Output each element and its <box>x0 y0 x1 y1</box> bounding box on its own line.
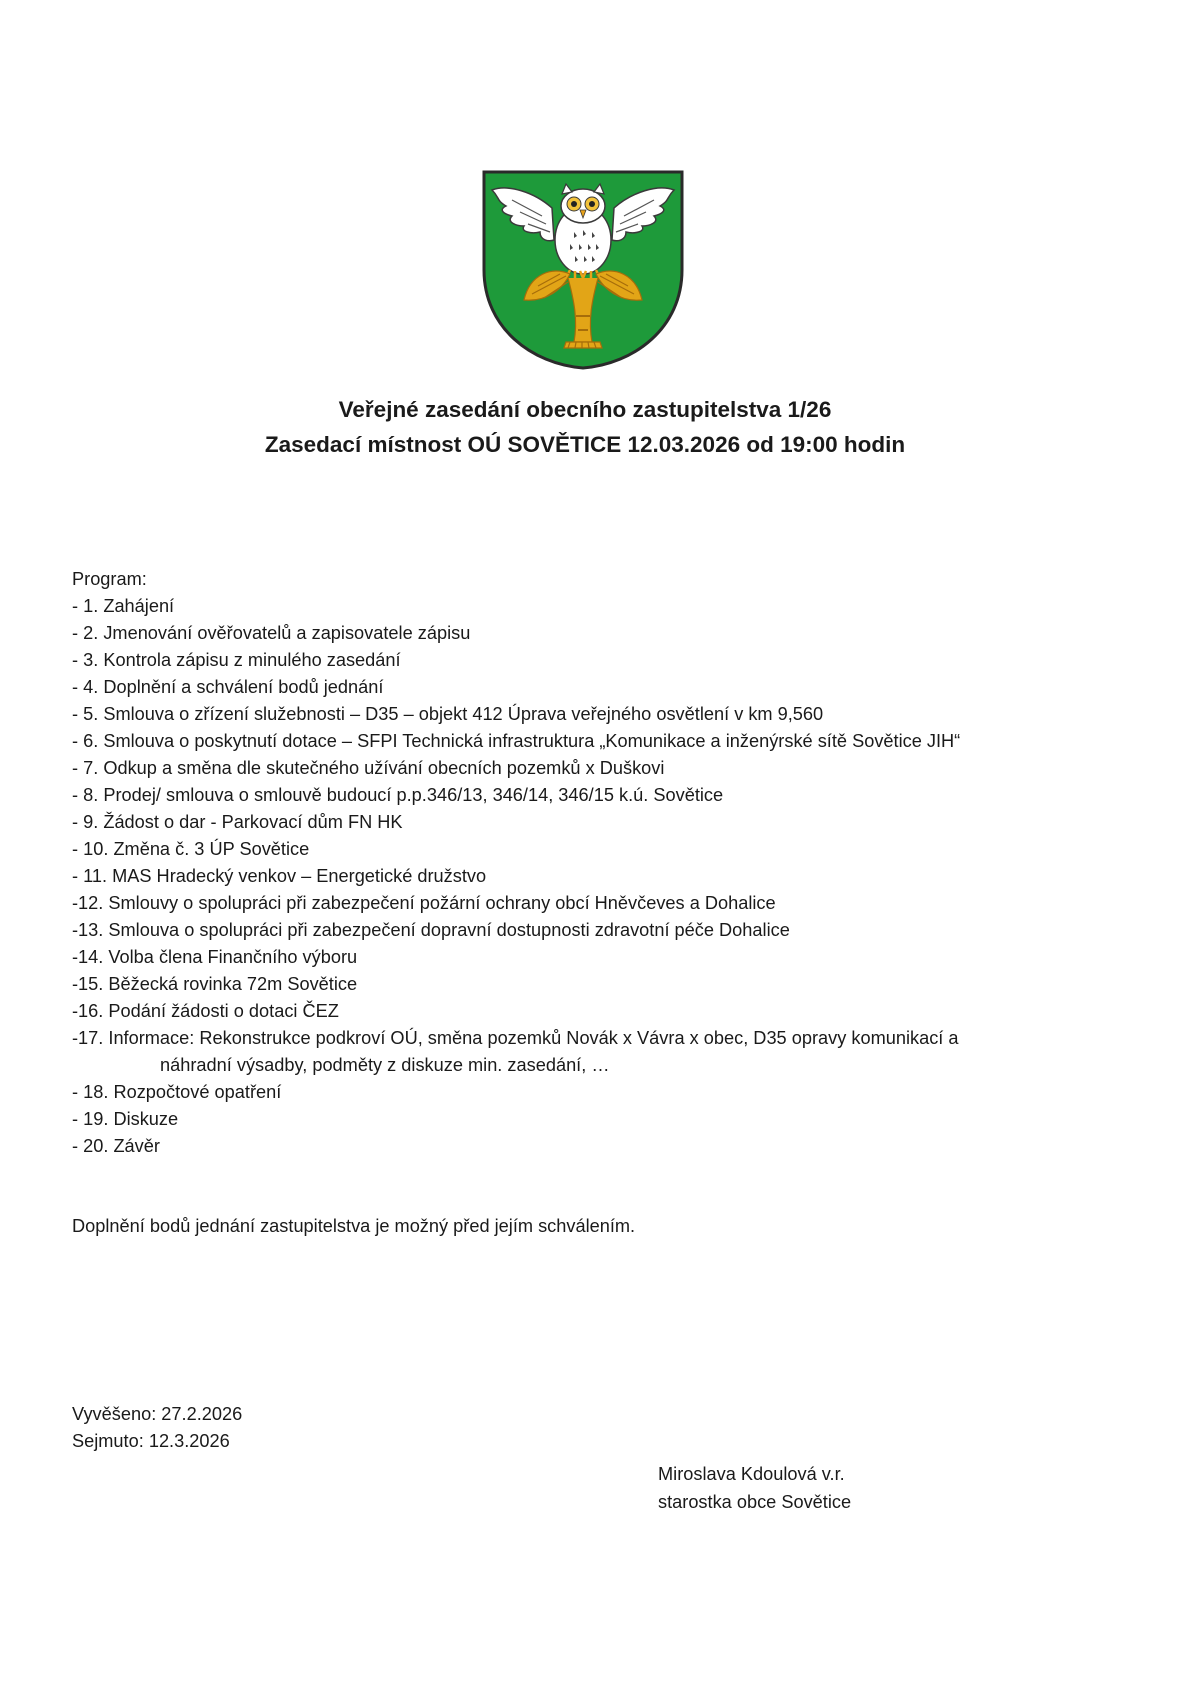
program-item: - 10. Změna č. 3 ÚP Sovětice <box>72 839 310 859</box>
program-item: - 6. Smlouva o poskytnutí dotace – SFPI Technická infrastruktura „Komunikace a inženýrské sítě Sovětice JIH“ <box>72 731 961 751</box>
meeting-place-time: Zasedací místnost OÚ SOVĚTICE 12.03.2026 od 19:00 hodin <box>264 432 906 457</box>
coat-of-arms <box>482 170 684 370</box>
program-item: - 5. Smlouva o zřízení služebnosti – D35 – objekt 412 Úprava veřejného osvětlení v km 9,560 <box>72 704 824 724</box>
signature-block <box>658 1460 851 1516</box>
program-item: -13. Smlouva o spolupráci při zabezpečení dopravní dostupnosti zdravotní péče Dohalice <box>72 920 790 940</box>
program-item: - 7. Odkup a směna dle skutečného užívání obecních pozemků x Duškovi <box>72 758 665 778</box>
program-item: -16. Podání žádosti o dotaci ČEZ <box>72 1001 339 1021</box>
program-item: - 11. MAS Hradecký venkov – Energetické družstvo <box>72 866 487 886</box>
program-item: - 20. Závěr <box>72 1136 160 1156</box>
program-item: - 4. Doplnění a schválení bodů jednání <box>72 677 384 697</box>
program-item: - 19. Diskuze <box>72 1109 179 1129</box>
owl <box>555 184 611 279</box>
program-item: - 3. Kontrola zápisu z minulého zasedání <box>72 650 401 670</box>
posted-date: Vyvěšeno: 27.2.2026 <box>72 1404 243 1424</box>
meeting-heading <box>0 392 1170 462</box>
program-item: -15. Běžecká rovinka 72m Sovětice <box>72 974 358 994</box>
meeting-title: Veřejné zasedání obecního zastupitelstva 1/26 <box>338 397 832 422</box>
program-list <box>72 566 1152 1160</box>
program-item: -14. Volba člena Finančního výboru <box>72 947 358 967</box>
program-item: -12. Smlouvy o spolupráci při zabezpečení požární ochrany obcí Hněvčeves a Dohalice <box>72 893 776 913</box>
program-item: - 8. Prodej/ smlouva o smlouvě budoucí p.p.346/13, 346/14, 346/15 k.ú. Sovětice <box>72 785 724 805</box>
program-item: - 18. Rozpočtové opatření <box>72 1082 282 1102</box>
program-item: -17. Informace: Rekonstrukce podkroví OÚ, směna pozemků Novák x Vávra x obec, D35 opravy komunikací a <box>72 1028 959 1048</box>
program-item-continuation: náhradní výsadby, podměty z diskuze min. zasedání, … <box>160 1055 610 1075</box>
signatory-name: Miroslava Kdoulová v.r. <box>658 1464 845 1484</box>
removed-date: Sejmuto: 12.3.2026 <box>72 1431 230 1451</box>
amendment-note: Doplnění bodů jednání zastupitelstva je možný před jejím schválením. <box>72 1216 636 1236</box>
signatory-title: starostka obce Sovětice <box>658 1492 852 1512</box>
program-item: - 9. Žádost o dar - Parkovací dům FN HK <box>72 812 403 832</box>
program-item: - 1. Zahájení <box>72 596 175 616</box>
posting-dates <box>72 1401 242 1455</box>
program-label: Program: <box>72 569 147 589</box>
program-item: - 2. Jmenování ověřovatelů a zapisovatele zápisu <box>72 623 471 643</box>
